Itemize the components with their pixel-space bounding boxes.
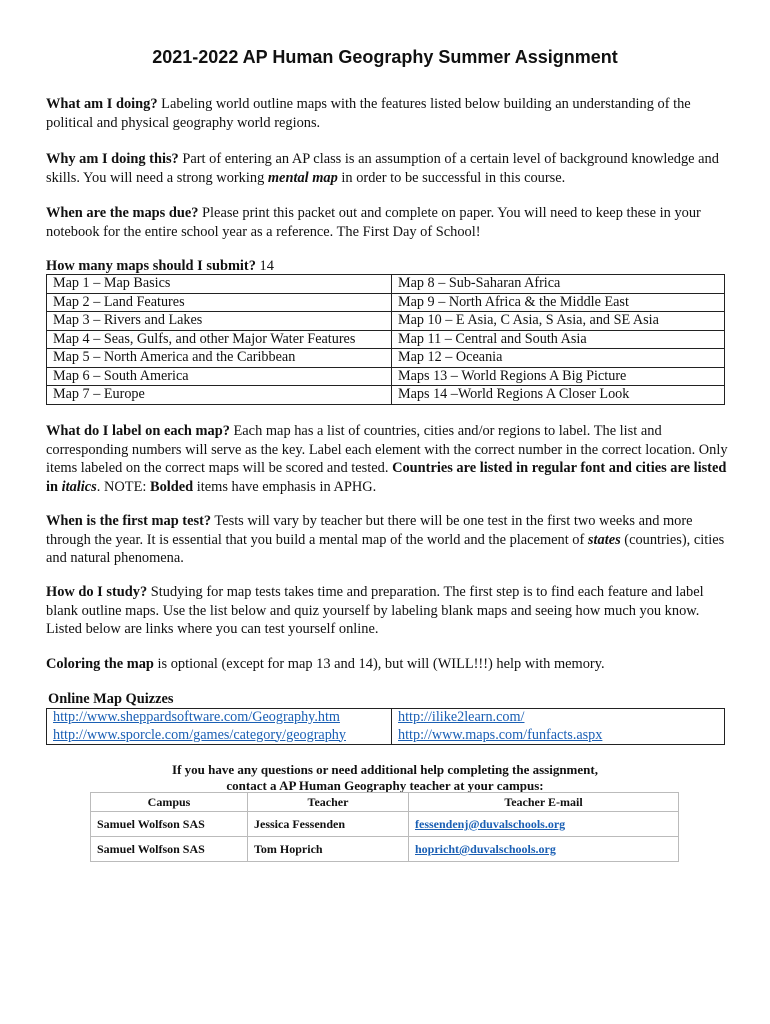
map-left-cell: Map 1 – Map Basics xyxy=(47,275,392,294)
map-left-cell: Map 5 – North America and the Caribbean xyxy=(47,349,392,368)
map-right-cell: Map 11 – Central and South Asia xyxy=(392,330,725,349)
fonts-note-bold: Countries are listed in regular font and cities are listed in xyxy=(46,460,727,495)
how-many-paragraph xyxy=(46,257,736,276)
contact-line-2: contact a AP Human Geography teacher at your campus: xyxy=(226,778,544,793)
map-right-cell: Map 9 – North Africa & the Middle East xyxy=(392,293,725,312)
study-answer: Studying for map tests takes time and preparation. The first step is to find each feature and label blank outline maps. Use the list below and quiz yourself by labeling blank maps and seeing how much you know. Listed below are links where you can test yourself online. xyxy=(46,584,704,637)
what-doing-paragraph xyxy=(46,95,736,132)
map-left-cell: Map 6 – South America xyxy=(47,367,392,386)
quiz-links-row xyxy=(47,709,725,745)
quiz-links-left-cell xyxy=(47,709,392,745)
quiz-links-right-cell xyxy=(392,709,725,745)
maps-table xyxy=(46,274,725,405)
campus-cell: Samuel Wolfson SAS xyxy=(91,837,248,862)
what-doing-answer: Labeling world outline maps with the features listed below building an understanding of the political and physical geography world regions. xyxy=(46,96,691,131)
maps-row xyxy=(47,330,725,349)
coloring-paragraph xyxy=(46,655,736,674)
coloring-question: Coloring the map xyxy=(46,656,154,672)
email-header: Teacher E-mail xyxy=(409,793,679,812)
map-right-cell: Map 12 – Oceania xyxy=(392,349,725,368)
when-due-paragraph xyxy=(46,204,736,241)
contact-line-1: If you have any questions or need additional help completing the assignment, xyxy=(172,762,598,777)
map-left-cell: Map 7 – Europe xyxy=(47,386,392,405)
quizzes-heading-paragraph xyxy=(48,690,738,709)
mental-map-emphasis: mental map xyxy=(267,169,338,186)
what-label-answer-3: items have emphasis in APHG. xyxy=(193,478,377,495)
maps-row xyxy=(47,312,725,331)
map-right-cell: Map 10 – E Asia, C Asia, S Asia, and SE Asia xyxy=(392,312,725,331)
map-left-cell: Map 2 – Land Features xyxy=(47,293,392,312)
bolded-word: Bolded xyxy=(149,478,194,495)
campus-header: Campus xyxy=(91,793,248,812)
why-doing-answer-2: in order to be successful in this course. xyxy=(337,169,566,186)
first-test-answer-1: Tests will vary by teacher but there will be one test in the first two weeks and more through the year. It is essential that you build a mental map of the world and the placement of xyxy=(46,513,693,548)
teacher-cell: Tom Hoprich xyxy=(248,837,409,862)
contacts-header-row xyxy=(91,793,679,812)
maps-row xyxy=(47,386,725,405)
maps-row xyxy=(47,275,725,294)
why-doing-answer-1: Part of entering an AP class is an assumption of a certain level of background knowledge and skills. You will need a strong working xyxy=(46,151,719,186)
map-left-cell: Map 3 – Rivers and Lakes xyxy=(47,312,392,331)
maps-row xyxy=(47,349,725,368)
states-emphasis: states xyxy=(587,531,621,548)
page-title: 2021-2022 AP Human Geography Summer Assignment xyxy=(152,47,618,67)
teacher-cell: Jessica Fessenden xyxy=(248,812,409,837)
email-link[interactable]: hopricht@duvalschools.org xyxy=(409,837,679,862)
contact-row xyxy=(91,812,679,837)
how-many-question: How many maps should I submit? xyxy=(46,258,256,274)
study-paragraph xyxy=(46,583,736,639)
ilike2learn-link[interactable]: http://ilike2learn.com/ xyxy=(398,709,525,725)
first-test-paragraph xyxy=(46,512,736,568)
what-label-answer-1: Each map has a list of countries, cities and/or regions to label. The list and corresponding numbers will serve as the key. Label each element with the correct number in the correct location. Only items labeled on the correct maps will be scored and tested. xyxy=(46,423,728,476)
quizzes-heading: Online Map Quizzes xyxy=(48,691,174,707)
coloring-answer: is optional (except for map 13 and 14), but will (WILL!!!) help with memory. xyxy=(153,656,605,672)
sporcle-link[interactable]: http://www.sporcle.com/games/category/geography xyxy=(53,726,346,743)
contact-row xyxy=(91,837,679,862)
what-label-answer-2: . NOTE: xyxy=(96,478,150,495)
italics-emphasis: italics xyxy=(61,478,97,495)
maps-com-link[interactable]: http://www.maps.com/funfacts.aspx xyxy=(398,726,603,743)
first-test-question: When is the first map test? xyxy=(46,513,212,529)
sheppard-software-link[interactable]: http://www.sheppardsoftware.com/Geography.htm xyxy=(53,709,340,725)
what-label-question: What do I label on each map? xyxy=(46,423,230,439)
quiz-links-table xyxy=(46,708,725,745)
teacher-header: Teacher xyxy=(248,793,409,812)
study-question: How do I study? xyxy=(46,584,148,600)
contact-heading xyxy=(90,762,680,794)
when-due-answer: Please print this packet out and complete on paper. You will need to keep these in your notebook for the entire school year as a reference. The First Day of School! xyxy=(46,205,701,240)
why-doing-paragraph xyxy=(46,150,736,187)
first-test-answer-2: (countries), cities and natural phenomena. xyxy=(46,531,725,566)
why-doing-question: Why am I doing this? xyxy=(46,151,179,167)
maps-row xyxy=(47,293,725,312)
map-right-cell: Maps 14 –World Regions A Closer Look xyxy=(392,386,725,405)
campus-cell: Samuel Wolfson SAS xyxy=(91,812,248,837)
map-left-cell: Map 4 – Seas, Gulfs, and other Major Water Features xyxy=(47,330,392,349)
email-link[interactable]: fessendenj@duvalschools.org xyxy=(409,812,679,837)
map-right-cell: Map 8 – Sub-Saharan Africa xyxy=(392,275,725,294)
what-doing-question: What am I doing? xyxy=(46,96,158,112)
maps-row xyxy=(47,367,725,386)
map-right-cell: Maps 13 – World Regions A Big Picture xyxy=(392,367,725,386)
what-label-paragraph xyxy=(46,422,736,496)
how-many-answer: 14 xyxy=(255,258,274,274)
when-due-question: When are the maps due? xyxy=(46,205,199,221)
contacts-table xyxy=(90,792,679,862)
